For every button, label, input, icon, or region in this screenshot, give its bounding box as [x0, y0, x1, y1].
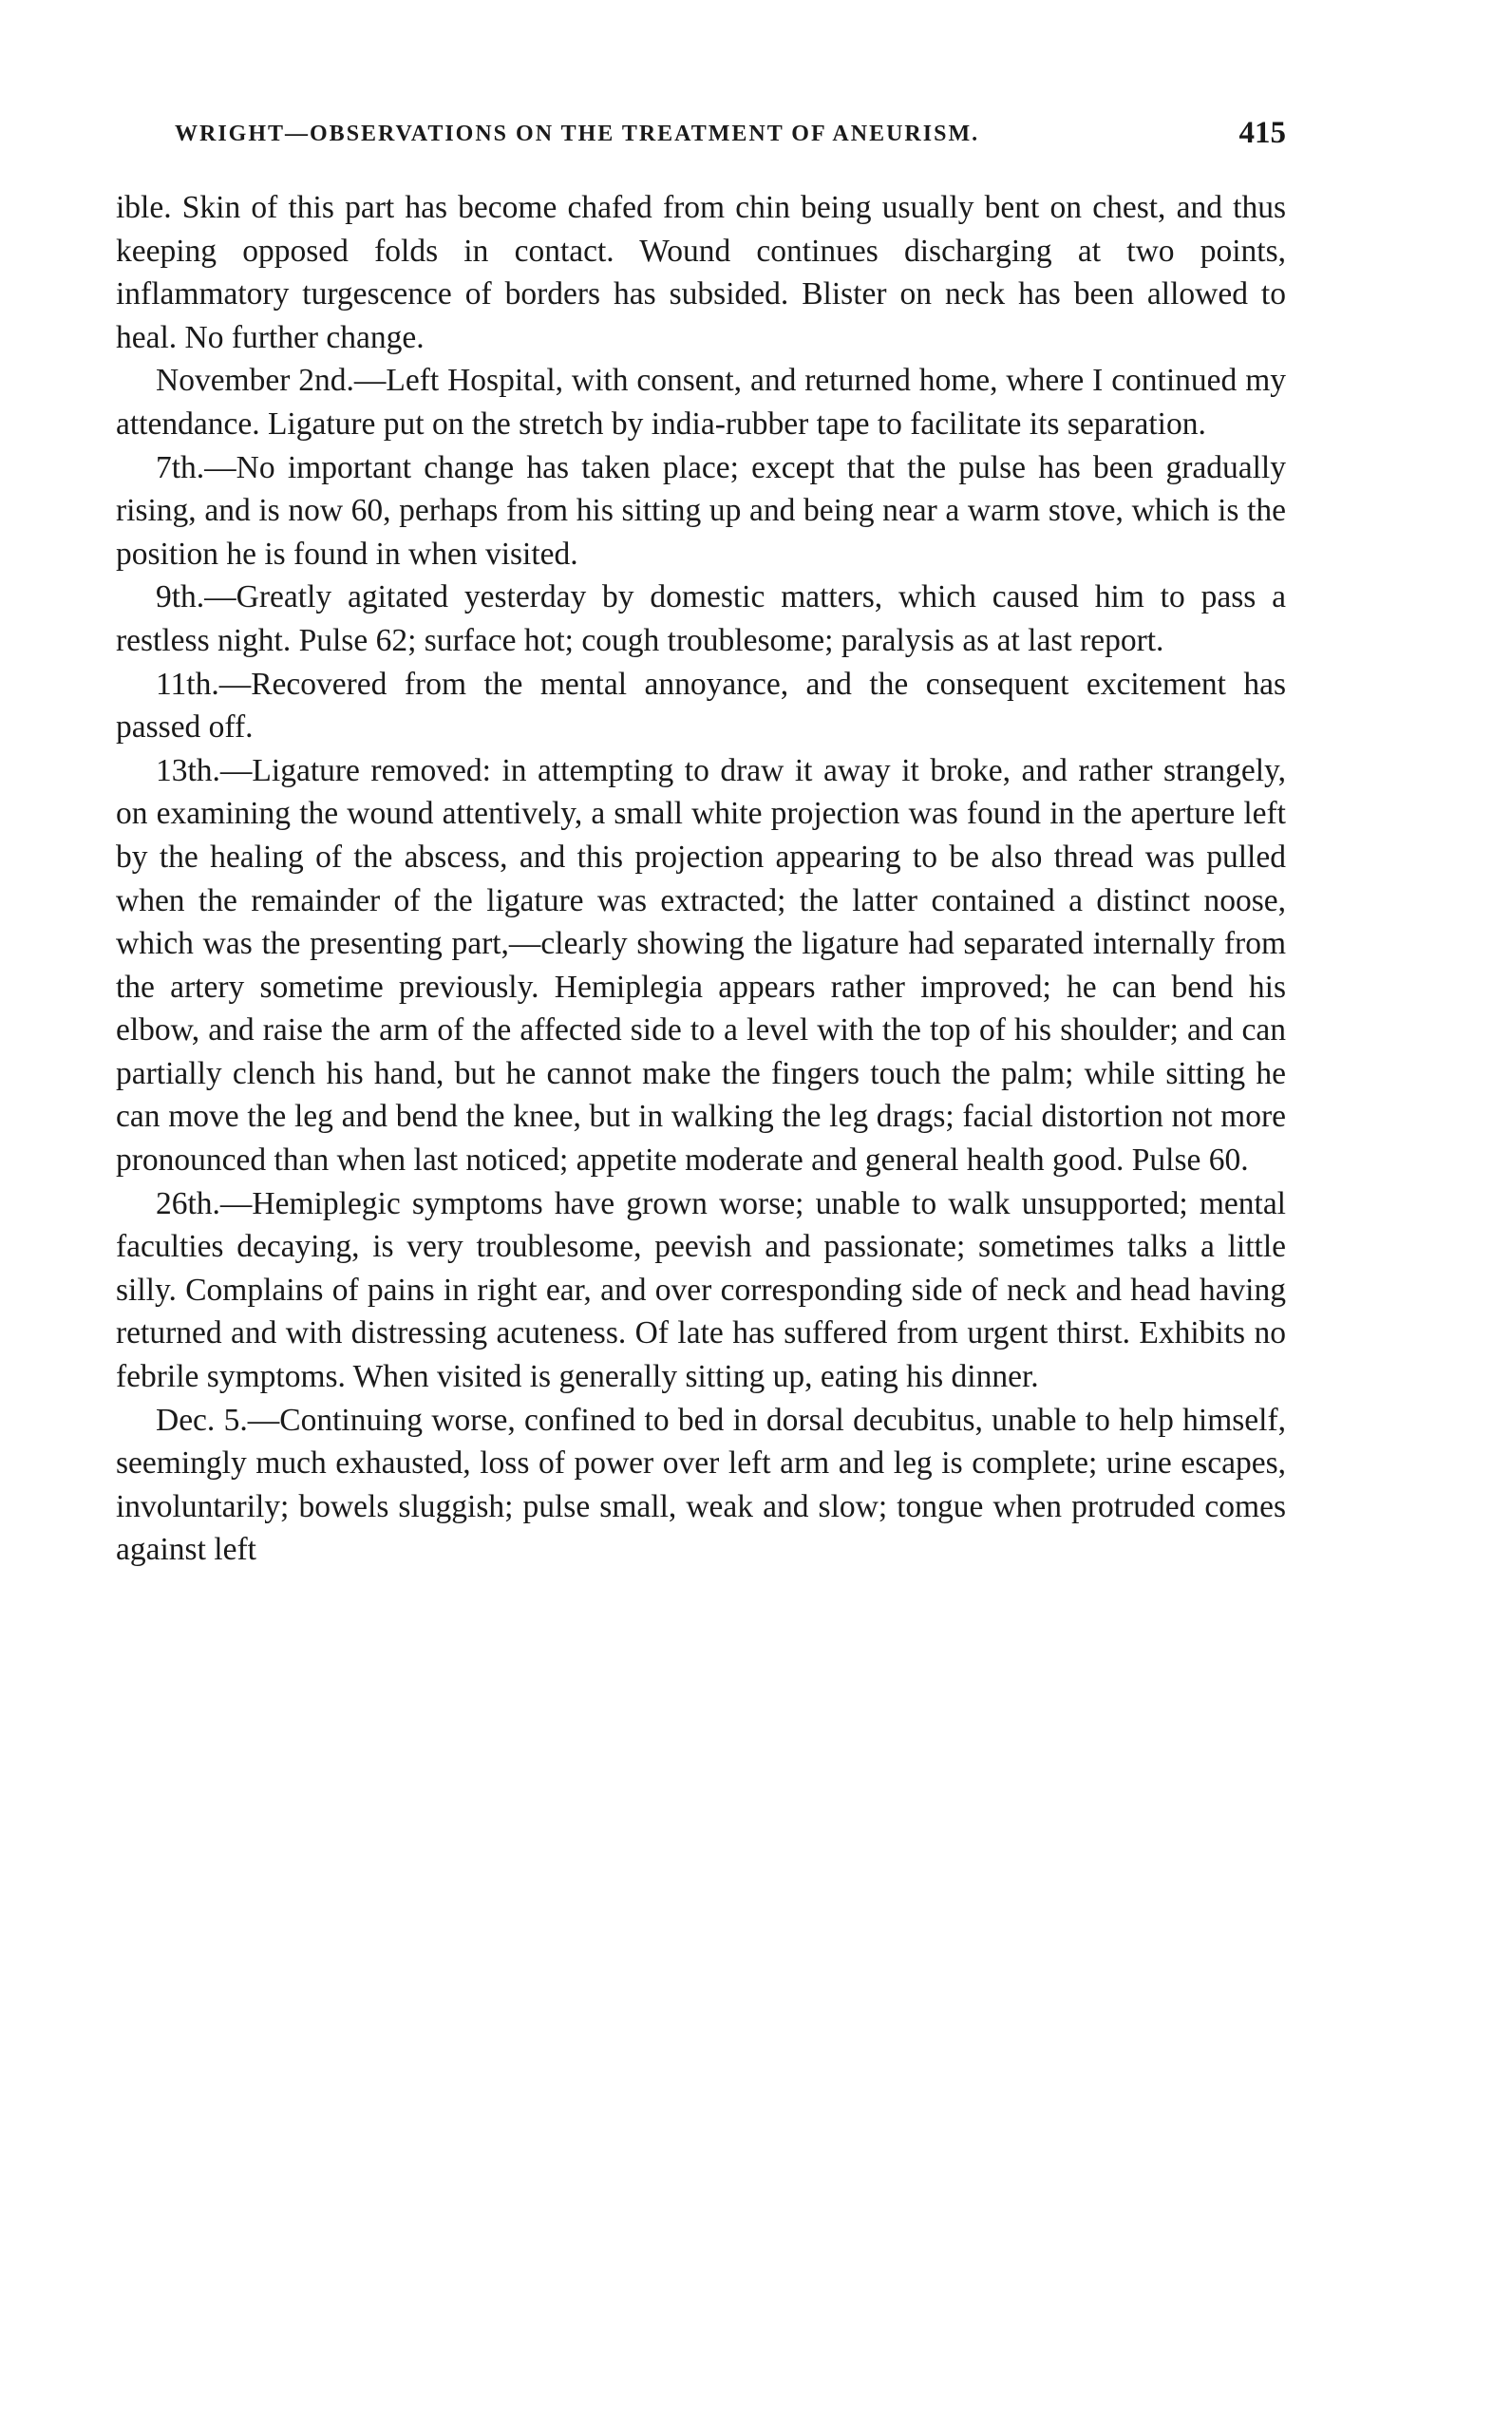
paragraph-13th: 13th.—Ligature removed: in attempting to draw it away it broke, and rather strangely, on examining the wound attentively, a small white projection was found in the aperture left by the healing of the abscess, and this projection appearing to be also thread was pulled when the remainder of the ligature was extracted; the latter contained a distinct noose, which was the presenting part,—clearly showing the ligature had separated internally from the artery sometime previously. Hemiplegia appears rather improved; he can bend his elbow, and raise the arm of the affected side to a level with the top of his shoulder; and can partially clench his hand, but he cannot make the fingers touch the palm; while sitting he can move the leg and bend the knee, but in walking the leg drags; facial distortion not more pronounced than when last noticed; appetite moderate and general health good. Pulse 60.: [116, 752, 1286, 1179]
paragraph-dec-5: Dec. 5.—Continuing worse, confined to bed in dorsal decubitus, unable to help himself, seemingly much exhausted, loss of power over left arm and leg is complete; urine escapes, involuntarily; bowels sluggish; pulse small, weak and slow; tongue when protruded comes against left: [116, 1402, 1286, 1568]
page-header: [175, 116, 1286, 163]
paragraph-9th: 9th.—Greatly agitated yesterday by domestic matters, which caused him to pass a restless night. Pulse 62; surface hot; cough troublesome; paralysis as at last report.: [116, 579, 1286, 658]
page-number: 415: [1238, 116, 1286, 150]
paragraph-continuation: ible. Skin of this part has become chafed from chin being usually bent on chest, and thus keeping opposed folds in contact. Wound continues discharging at two points, inflammatory turgescence of borders has subsided. Blister on neck has been allowed to heal. No further change.: [116, 190, 1286, 355]
paragraph-26th: 26th.—Hemiplegic symptoms have grown worse; unable to walk unsupported; mental faculties decaying, is very troublesome, peevish and passionate; sometimes talks a little silly. Complains of pains in right ear, and over corresponding side of neck and head having returned and with distressing acuteness. Of late has suffered from urgent thirst. Exhibits no febrile symptoms. When visited is generally sitting up, eating his dinner.: [116, 1185, 1286, 1395]
paragraph-7th: 7th.—No important change has taken place; except that the pulse has been gradually rising, and is now 60, perhaps from his sitting up and being near a warm stove, which is the position he is found in when visited.: [116, 449, 1286, 572]
paragraph-11th: 11th.—Recovered from the mental annoyance, and the consequent excitement has passed off.: [116, 666, 1286, 746]
body-text: [116, 186, 1286, 1572]
running-head: WRIGHT—OBSERVATIONS ON THE TREATMENT OF ANEURISM.: [175, 122, 980, 146]
paragraph-november-2nd: November 2nd.—Left Hospital, with consent, and returned home, where I continued my attendance. Ligature put on the stretch by india-rubber tape to facilitate its separation.: [116, 363, 1286, 442]
